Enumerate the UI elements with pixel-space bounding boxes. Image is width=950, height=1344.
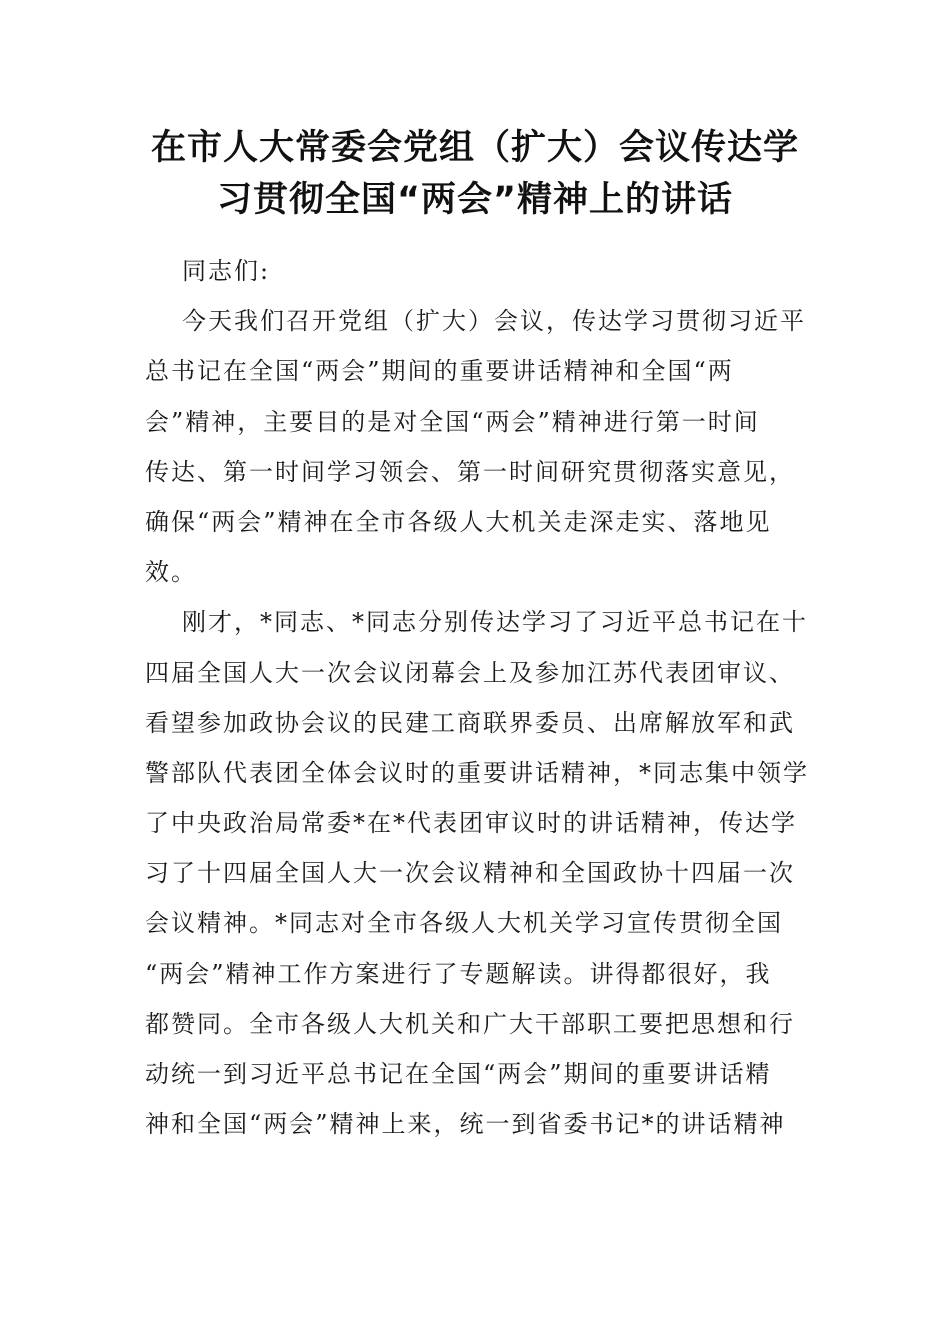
salutation: 同志们:: [182, 257, 271, 285]
paragraph-line: 了中央政治局常委*在*代表团审议时的讲话精神，传达学: [145, 809, 797, 838]
paragraph-line: 总书记在全国“两会”期间的重要讲话精神和全国“两: [145, 357, 734, 386]
paragraph-line: 四届全国人大一次会议闭幕会上及参加江苏代表团审议、: [145, 658, 795, 687]
paragraph-line: 看望参加政协会议的民建工商联界委员、出席解放军和武: [145, 708, 795, 737]
paragraph-line: 今天我们召开党组（扩大）会议，传达学习贯彻习近平: [182, 307, 806, 336]
paragraph-line: 确保“两会”精神在全市各级人大机关走深走实、落地见: [145, 507, 772, 536]
paragraph-line: 会议精神。*同志对全市各级人大机关学习宣传贯彻全国: [145, 909, 783, 938]
paragraph-line: 刚才，*同志、*同志分别传达学习了习近平总书记在十: [182, 608, 808, 637]
paragraph-line: 警部队代表团全体会议时的重要讲话精神，*同志集中领学: [145, 758, 809, 787]
paragraph-line: 都赞同。全市各级人大机关和广大干部职工要把思想和行: [145, 1009, 795, 1038]
paragraph-line: 动统一到习近平总书记在全国“两会”期间的重要讲话精: [145, 1060, 772, 1088]
paragraph-line: 传达、第一时间学习领会、第一时间研究贯彻落实意见，: [145, 457, 795, 486]
document-title: [140, 122, 810, 226]
title-line-2: 习贯彻全国“两会”精神上的讲话: [216, 180, 733, 220]
paragraph-line: 会”精神，主要目的是对全国“两会”精神进行第一时间: [145, 407, 760, 436]
paragraph-line: 习了十四届全国人大一次会议精神和全国政协十四届一次: [145, 859, 795, 888]
paragraph-line: 神和全国“两会”精神上来，统一到省委书记*的讲话精神: [145, 1110, 786, 1139]
title-line-1: 在市人大常委会党组（扩大）会议传达学: [150, 128, 799, 168]
paragraph-line: 效。: [145, 558, 197, 587]
paragraph-line: “两会”精神工作方案进行了专题解读。讲得都很好，我: [145, 959, 772, 988]
document-body: [145, 246, 809, 1149]
